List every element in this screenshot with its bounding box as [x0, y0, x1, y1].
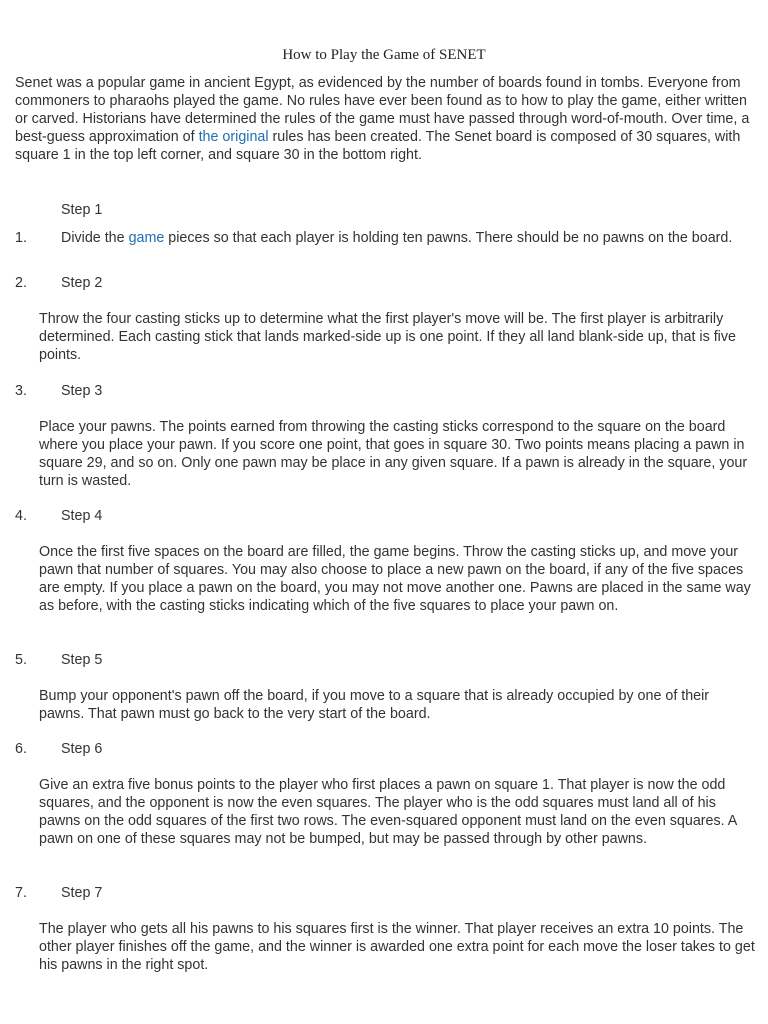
- step-7-text: The player who gets all his pawns to his squares first is the winner. That player receives an extra 10 points. The other player finishes off the game, and the winner is awarded one extra point for each move the loser takes to get his pawns in the right spot.: [39, 921, 755, 973]
- step-5-label: Step 5: [61, 652, 103, 668]
- intro-paragraph: [15, 74, 755, 164]
- step-6-text: Give an extra five bonus points to the player who first places a pawn on square 1. That player is now the odd squares, and the opponent is now the even squares. The player who is the odd squares must land all of his pawns on the odd squares of the first two rows. The even-squared opponent must land on the even squares. A pawn on one of these squares may not be bumped, but may be passed through by other pawns.: [39, 777, 737, 847]
- step-3-number: 3.: [15, 383, 27, 399]
- step-1-heading: [0, 201, 760, 219]
- step-4-number: 4.: [15, 508, 27, 524]
- intro-text-after-link: rules has been created. The Senet board is composed of 30 squares, with square 1 in the top left corner, and square 30 in the bottom right.: [15, 129, 741, 163]
- step-1-number: 1.: [15, 230, 27, 246]
- step-6-label: Step 6: [61, 741, 103, 757]
- step-2-heading: [0, 274, 760, 292]
- step-4-heading: [0, 507, 760, 525]
- step-1-text-after-link: pieces so that each player is holding ten pawns. There should be no pawns on the board.: [164, 230, 733, 246]
- step-7-label: Step 7: [61, 885, 103, 901]
- step-4-text: Once the first five spaces on the board are filled, the game begins. Throw the casting sticks up, and move your pawn that number of squares. You may also choose to place a new pawn on the board, if any of the five spaces are empty. If you place a pawn on the board, you may not move another one. Pawns are placed in the same way as before, with the casting sticks indicating which of the five squares to place your pawn on.: [39, 544, 751, 614]
- step-6-heading: [0, 740, 760, 758]
- step-1-text: [15, 229, 755, 247]
- step-1-text-before-link: Divide the: [61, 230, 129, 246]
- step-2-text: Throw the four casting sticks up to determine what the first player's move will be. The first player is arbitrarily determined. Each casting stick that lands marked-side up is one point. If they all land blank-side up, that is five points.: [39, 311, 736, 363]
- step-7-heading: [0, 884, 760, 902]
- the-original-link[interactable]: the original: [198, 129, 269, 145]
- step-3-text: Place your pawns. The points earned from throwing the casting sticks correspond to the square on the board where you place your pawn. If you score one point, that goes in square 30. Two points means placing a pawn in square 29, and so on. Only one pawn may be place in any given square. If a pawn is already in the square, your turn is wasted.: [39, 419, 748, 489]
- game-link[interactable]: game: [128, 230, 165, 246]
- step-5-text: Bump your opponent's pawn off the board, if you move to a square that is already occupied by one of their pawns. That pawn must go back to the very start of the board.: [39, 688, 710, 722]
- step-4-label: Step 4: [61, 508, 103, 524]
- step-7-number: 7.: [15, 885, 27, 901]
- intro-text-before-link: Senet was a popular game in ancient Egypt, as evidenced by the number of boards found in tombs. Everyone from commoners to pharaohs played the game. No rules have ever been found as to how to play the game, either written or carved. Historians have determined the rules of the game must have passed through word-of-mouth. Over time, a best-guess approximation of: [15, 75, 750, 145]
- step-5-heading: [0, 651, 760, 669]
- step-1-item: [15, 229, 755, 247]
- step-2-number: 2.: [15, 275, 27, 291]
- step-6-number: 6.: [15, 741, 27, 757]
- step-2-label: Step 2: [61, 275, 103, 291]
- step-3-label: Step 3: [61, 383, 103, 399]
- step-1-label: Step 1: [61, 202, 103, 218]
- step-5-number: 5.: [15, 652, 27, 668]
- page-title: How to Play the Game of SENET: [282, 47, 486, 63]
- step-3-heading: [0, 382, 760, 400]
